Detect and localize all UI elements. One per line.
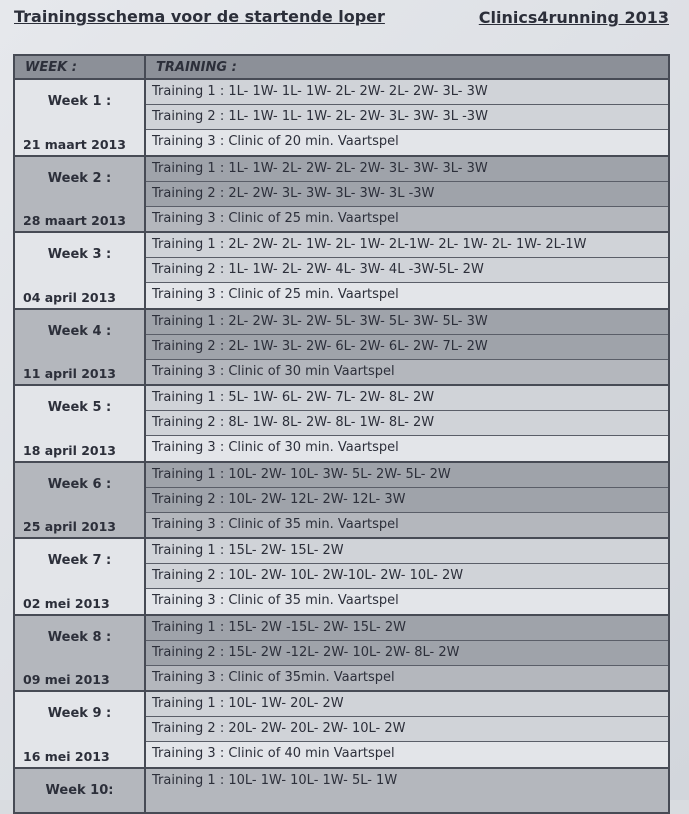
- training-2: Training 2 : 2L- 1W- 3L- 2W- 6L- 2W- 6L- 2W- 7L- 2W: [146, 335, 668, 360]
- week-label: Week 10:: [15, 783, 144, 798]
- week-label: Week 5 :: [15, 400, 144, 415]
- training-1: Training 1 : 10L- 1W- 20L- 2W: [146, 692, 668, 717]
- training-cell: [146, 386, 668, 461]
- week-row-6: [15, 463, 668, 540]
- week-cell: [15, 616, 146, 691]
- training-2: Training 2 : 10L- 2W- 12L- 2W- 12L- 3W: [146, 488, 668, 513]
- week-row-5: [15, 386, 668, 463]
- week-cell: [15, 692, 146, 767]
- training-1: Training 1 : 2L- 2W- 3L- 2W- 5L- 3W- 5L- 3W- 5L- 3W: [146, 310, 668, 335]
- week-cell: [15, 463, 146, 538]
- training-2: Training 2 : 1L- 1W- 1L- 1W- 2L- 2W- 3L- 3W- 3L -3W: [146, 105, 668, 130]
- column-header-week: WEEK :: [15, 56, 146, 78]
- week-label: Week 4 :: [15, 324, 144, 339]
- week-date: 09 mei 2013: [23, 672, 110, 687]
- week-label: Week 8 :: [15, 630, 144, 645]
- training-cell: [146, 310, 668, 385]
- training-2: Training 2 : 2L- 2W- 3L- 3W- 3L- 3W- 3L -3W: [146, 182, 668, 207]
- week-row-8: [15, 616, 668, 693]
- week-label: Week 6 :: [15, 477, 144, 492]
- week-date: 11 april 2013: [23, 366, 116, 381]
- week-cell: [15, 769, 146, 814]
- training-cell: [146, 157, 668, 232]
- week-cell: [15, 386, 146, 461]
- training-cell: [146, 233, 668, 308]
- week-date: 21 maart 2013: [23, 137, 126, 152]
- training-1: Training 1 : 1L- 1W- 2L- 2W- 2L- 2W- 3L- 3W- 3L- 3W: [146, 157, 668, 182]
- week-row-4: [15, 310, 668, 387]
- training-3: Training 3 : Clinic of 35 min. Vaartspel: [146, 513, 668, 537]
- training-3: Training 3 : Clinic of 25 min. Vaartspel: [146, 207, 668, 231]
- week-row-1: [15, 80, 668, 157]
- week-label: Week 2 :: [15, 171, 144, 186]
- week-row-2: [15, 157, 668, 234]
- training-1: Training 1 : 2L- 2W- 2L- 1W- 2L- 1W- 2L-1W- 2L- 1W- 2L- 1W- 2L-1W: [146, 233, 668, 258]
- training-1: Training 1 : 10L- 1W- 10L- 1W- 5L- 1W: [146, 769, 668, 795]
- training-cell: [146, 769, 668, 814]
- week-label: Week 3 :: [15, 247, 144, 262]
- week-cell: [15, 233, 146, 308]
- week-date: 28 maart 2013: [23, 213, 126, 228]
- week-cell: [15, 157, 146, 232]
- training-3: Training 3 : Clinic of 25 min. Vaartspel: [146, 283, 668, 307]
- training-3: Training 3 : Clinic of 35 min. Vaartspel: [146, 589, 668, 613]
- week-cell: [15, 310, 146, 385]
- training-1: Training 1 : 15L- 2W- 15L- 2W: [146, 539, 668, 564]
- training-cell: [146, 692, 668, 767]
- training-1: Training 1 : 5L- 1W- 6L- 2W- 7L- 2W- 8L- 2W: [146, 386, 668, 411]
- week-label: Week 1 :: [15, 94, 144, 109]
- training-cell: [146, 616, 668, 691]
- week-label: Week 9 :: [15, 706, 144, 721]
- week-date: 02 mei 2013: [23, 596, 110, 611]
- training-2: Training 2 : 20L- 2W- 20L- 2W- 10L- 2W: [146, 717, 668, 742]
- week-row-3: [15, 233, 668, 310]
- training-1: Training 1 : 1L- 1W- 1L- 1W- 2L- 2W- 2L- 2W- 3L- 3W: [146, 80, 668, 105]
- training-3: Training 3 : Clinic of 20 min. Vaartspel: [146, 130, 668, 154]
- week-cell: [15, 80, 146, 155]
- week-label: Week 7 :: [15, 553, 144, 568]
- week-row-9: [15, 692, 668, 769]
- table-header: [15, 56, 668, 80]
- training-1: Training 1 : 15L- 2W -15L- 2W- 15L- 2W: [146, 616, 668, 641]
- brand-label: Clinics4running 2013: [479, 8, 669, 27]
- training-1: Training 1 : 10L- 2W- 10L- 3W- 5L- 2W- 5L- 2W: [146, 463, 668, 488]
- week-row-7: [15, 539, 668, 616]
- training-cell: [146, 463, 668, 538]
- week-date: 18 april 2013: [23, 443, 116, 458]
- week-row-10: [15, 769, 668, 814]
- training-cell: [146, 539, 668, 614]
- training-3: Training 3 : Clinic of 30 min Vaartspel: [146, 360, 668, 384]
- column-header-training: TRAINING :: [146, 56, 668, 78]
- training-2: Training 2 : 15L- 2W -12L- 2W- 10L- 2W- 8L- 2W: [146, 641, 668, 666]
- week-date: 25 april 2013: [23, 519, 116, 534]
- week-date: 16 mei 2013: [23, 749, 110, 764]
- training-3: Training 3 : Clinic of 30 min. Vaartspel: [146, 436, 668, 460]
- training-2: Training 2 : 10L- 2W- 10L- 2W-10L- 2W- 10L- 2W: [146, 564, 668, 589]
- training-2: Training 2 : 8L- 1W- 8L- 2W- 8L- 1W- 8L- 2W: [146, 411, 668, 436]
- week-date: 04 april 2013: [23, 290, 116, 305]
- training-2: Training 2 : 1L- 1W- 2L- 2W- 4L- 3W- 4L -3W-5L- 2W: [146, 258, 668, 283]
- week-cell: [15, 539, 146, 614]
- training-3: Training 3 : Clinic of 40 min Vaartspel: [146, 742, 668, 766]
- training-cell: [146, 80, 668, 155]
- page-title: Trainingsschema voor de startende loper: [14, 7, 385, 26]
- schedule-table: [13, 54, 670, 814]
- training-3: Training 3 : Clinic of 35min. Vaartspel: [146, 666, 668, 690]
